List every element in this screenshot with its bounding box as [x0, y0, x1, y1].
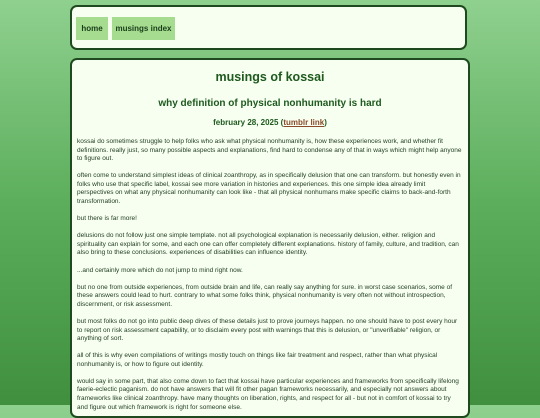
date-open-paren: ( — [278, 118, 284, 127]
post-paragraph: ...and certainly more which do not jump to mind right now. — [77, 266, 243, 274]
post-date-line — [77, 118, 463, 127]
post-paragraph: would say in some part, that also come down to fact that kossai have particular experiences and frameworks from specifically lifelong faerie-eclectic paganism. do not have answers that will fit other pagan frameworks necessarily, and especially not answers about frameworks like clinical zoanthropy. have many thoughts on liberation, rights, and respect for all - but not in comfort of kossai to try and figure out which framework is right for someone else. — [77, 377, 459, 411]
post-container — [70, 58, 470, 418]
site-title: musings of kossai — [215, 70, 325, 84]
post-paragraph: but no one from outside experiences, from outside brain and life, can really say anything for sure. in worst case scenarios, some of these answers could lead to hurt. contrary to what some folks think, physical nonhumanity is very often not without introspection, discernment, or risk assessment. — [77, 283, 453, 308]
post-paragraph: but there is far more! — [77, 215, 137, 223]
date-close-paren: ) — [324, 118, 327, 127]
post-paragraph: kossai do sometimes struggle to help folks who ask what physical nonhumanity is, how these experiences work, and whether fit definitions. really just, so many possible aspects and explanations, find hard to condense any of that in ways which might help anyone to figure out. — [77, 138, 462, 163]
post-paragraph: but most folks do not go into public deep dives of these details just to prove journeys happen. no one should have to post every hour to report on risk assessment capability, or to disclaim every post with warnings that this is delusion, or "unverifiable" religion, or anything of sort. — [77, 317, 458, 343]
tumblr-link[interactable]: tumblr link — [283, 118, 325, 127]
post-title: why definition of physical nonhumanity is hard — [158, 98, 382, 109]
post-paragraph: all of this is why even compilations of writings mostly touch on things like fair treatment and respect, rather than what physical nonhumanity is, or how to figure out identity. — [77, 352, 438, 368]
post-paragraph: delusions do not follow just one simple template. not all psychological explanation is necessarily delusion, either. religion and spirituality can explain for some, and each one can offer completely different explanations. history of family, culture, and tradition, can also bring to these conclusions. experiences of disabilities can influence identity. — [77, 232, 459, 257]
post-date: february 28, 2025 — [213, 118, 279, 127]
musings-index-button[interactable]: musings index — [112, 17, 175, 40]
post-paragraph: often come to understand simplest ideas of clinical zoanthropy, as in specifically delusion that one can transform. but honestly even in folks who use that specific label, kossai see more variation in histories and experiences. this one simple idea already limit perspectives on what any physical nonhumanity can look like - that all physical nonhumans make specific claims to back-and-forth transformation. — [77, 172, 461, 206]
top-nav-bar — [70, 5, 467, 50]
home-button[interactable]: home — [76, 17, 108, 40]
